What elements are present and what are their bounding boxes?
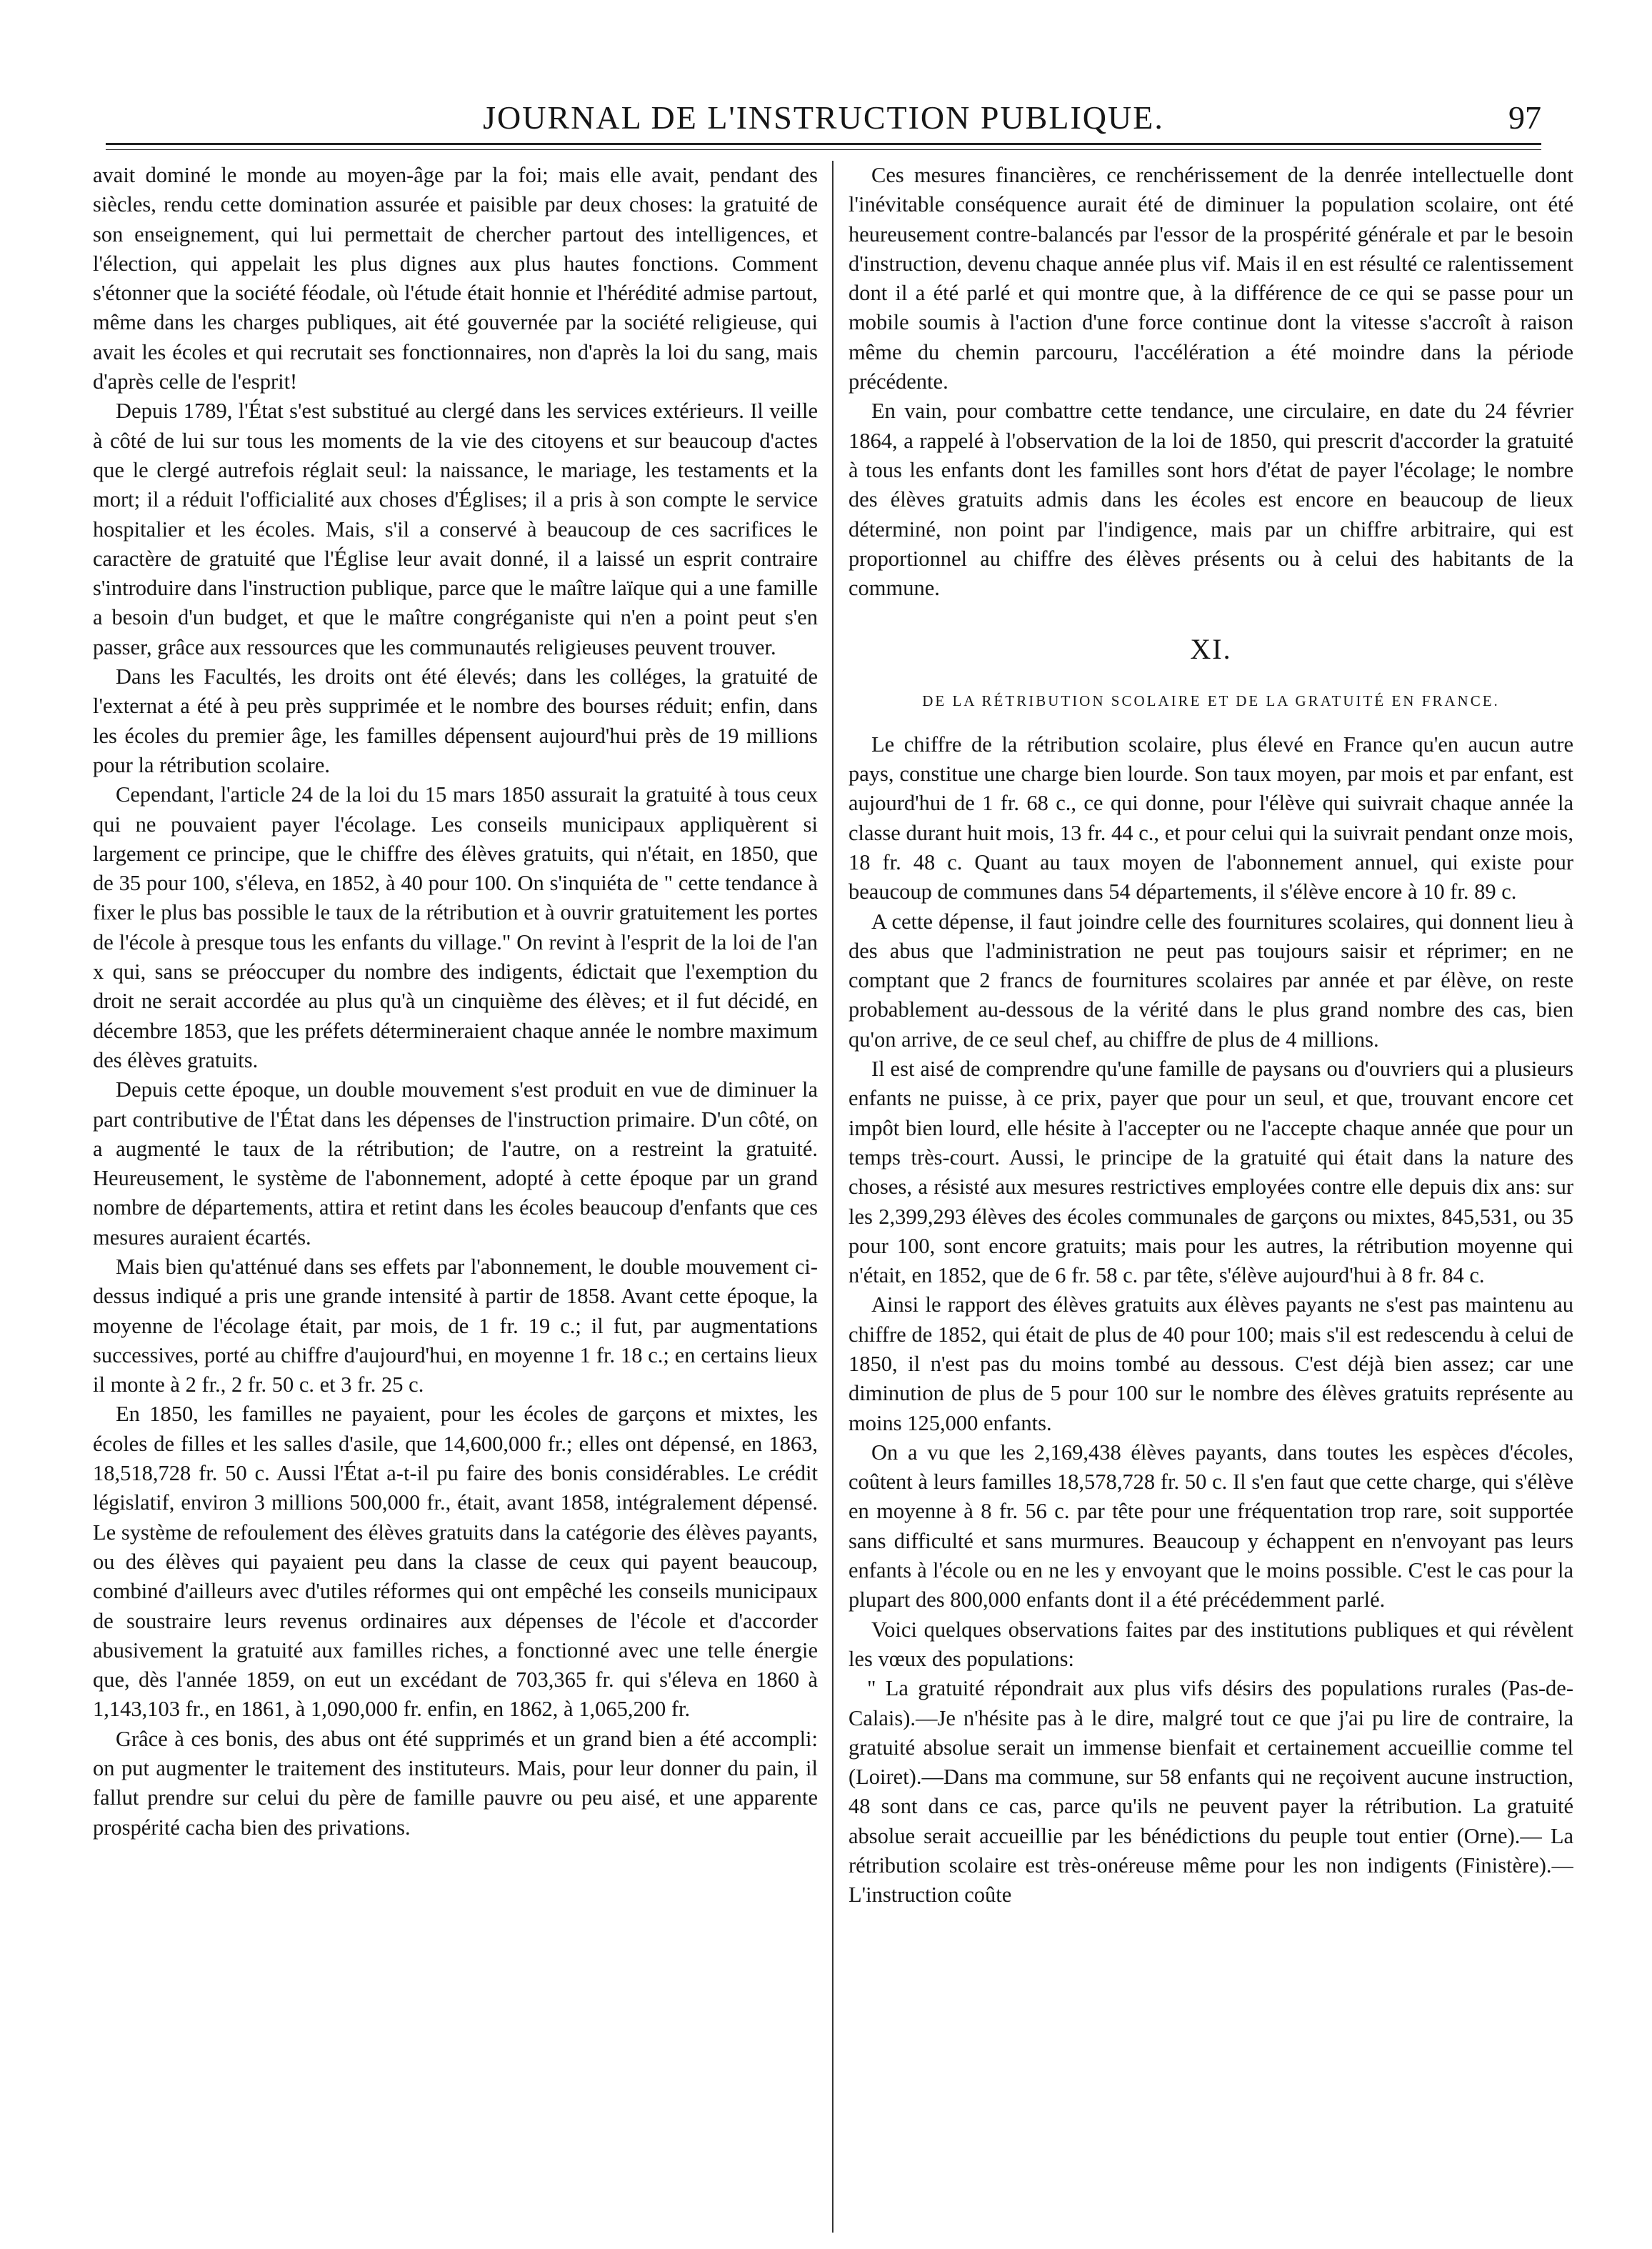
page-number: 97	[1508, 99, 1541, 136]
paragraph: Dans les Facultés, les droits ont été élevés; dans les colléges, la gratuité de l'externat a été à peu près supprimée et le nombre des bourses réduit; enfin, dans les écoles du premier âge, les familles dépensent aujourd'hui près de 19 millions pour la rétribution scolaire.	[93, 664, 818, 777]
paragraph: Voici quelques observations faites par des institutions publiques et qui révèlent les vœux des populations:	[848, 1617, 1573, 1671]
paragraph: On a vu que les 2,169,438 élèves payants, dans toutes les espèces d'écoles, coûtent à leurs familles 18,578,728 fr. 50 c. Il s'en faut que cette charge, qui s'élève en moyenne à 8 fr. 56 c. par tête pour une fréquentation trop rare, soit supportée sans difficulté et sans murmures. Beaucoup y échappent en n'envoyant pas leurs enfants à l'école ou en ne les y envoyant que le moins possible. C'est le cas pour la plupart des 800,000 enfants dont il a été précédemment parlé.	[848, 1440, 1573, 1612]
paragraph: Mais bien qu'atténué dans ses effets par l'abonnement, le double mouvement ci-dessus indiqué a pris une grande intensité à partir de 1858. Avant cette époque, la moyenne de l'écolage était, par mois, de 1 fr. 19 c.; il fut, par augmentations successives, porté au chiffre d'aujourd'hui, en moyenne 1 fr. 18 c.; en certains lieux il monte à 2 fr., 2 fr. 50 c. et 3 fr. 25 c.	[93, 1254, 818, 1397]
running-title: JOURNAL DE L'INSTRUCTION PUBLIQUE.	[483, 99, 1164, 136]
left-column	[93, 161, 818, 2236]
paragraph: Depuis 1789, l'État s'est substitué au clergé dans les services extérieurs. Il veille à côté de lui sur tous les moments de la vie des citoyens et sur beaucoup d'actes que le clergé autrefois réglait seul: la naissance, le mariage, les testaments et la mort; il a réduit l'officialité aux choses d'Églises; il a pris à son compte le service hospitalier et les écoles. Mais, s'il a conservé à beaucoup de ces sacrifices le caractère de gratuité que l'Église leur avait donné, il a laissé un esprit contraire s'introduire dans l'instruction publique, parce que le maître laïque qui a une famille a besoin d'un budget, et que le maître congréganiste qui n'en a point peut s'en passer, grâce aux ressources que les communautés religieuses peuvent trouver.	[93, 399, 818, 659]
right-column	[848, 161, 1573, 2236]
paragraph: Le chiffre de la rétribution scolaire, plus élevé en France qu'en aucun autre pays, constitue une charge bien lourde. Son taux moyen, par mois et par enfant, est aujourd'hui de 1 fr. 68 c., ce qui donne, pour l'élève qui suivrait chaque année la classe durant huit mois, 13 fr. 44 c., et pour celui qui la suivrait pendant onze mois, 18 fr. 48 c. Quant au taux moyen de l'abonnement annuel, qui existe pour beaucoup de communes dans 54 départements, il s'élève encore à 10 fr. 89 c.	[848, 732, 1573, 904]
column-divider	[832, 161, 833, 2233]
paragraph: Cependant, l'article 24 de la loi du 15 mars 1850 assurait la gratuité à tous ceux qui ne pouvaient payer l'écolage. Les conseils municipaux appliquèrent si largement ce principe, que le chiffre des élèves gratuits, qui n'était, en 1850, que de 35 pour 100, s'éleva, en 1852, à 40 pour 100. On s'inquiéta de " cette tendance à fixer le plus bas possible le taux de la rétribution et à ouvrir gratuitement les portes de l'école à presque tous les enfants du village." On revint à l'esprit de la loi de l'an x qui, sans se préoccuper du nombre des indigents, édictait que l'exemption du droit ne serait accordée au plus qu'à un cinquième des élèves; et il fut décidé, en décembre 1853, que les préfets détermineraient chaque année le nombre maximum des élèves gratuits.	[93, 782, 818, 1072]
paragraph: En vain, pour combattre cette tendance, une circulaire, en date du 24 février 1864, a rappelé à l'observation de la loi de 1850, qui prescrit d'accorder la gratuité à tous les enfants dont les familles sont hors d'état de payer l'écolage; le nombre des élèves gratuits admis dans les écoles est encore en beaucoup de lieux déterminé, non point par l'indigence, mais par un chiffre arbitraire, qui est proportionnel au chiffre des élèves présents ou à celui des habitants de la commune.	[848, 399, 1573, 601]
paragraph: Ces mesures financières, ce renchérissement de la denrée intellectuelle dont l'inévitable conséquence aurait été de diminuer la population scolaire, ont été heureusement contre-balancés par l'essor de la prospérité générale et par le besoin d'instruction, devenu chaque année plus vif. Mais il en est résulté ce ralentissement dont il a été parlé et qui montre que, à la différence de ce qui se passe pour un mobile soumis à l'action d'une force continue dont la vitesse s'accroît à raison même du chemin parcouru, l'accélération a été moindre dans la période précédente.	[848, 163, 1573, 394]
page-header	[106, 91, 1541, 141]
paragraph: En 1850, les familles ne payaient, pour les écoles de garçons et mixtes, les écoles de filles et les salles d'asile, que 14,600,000 fr.; elles ont dépensé, en 1863, 18,518,728 fr. 50 c. Aussi l'État a-t-il pu faire des bonis considérables. Le crédit législatif, environ 3 millions 500,000 fr., était, avant 1858, intégralement dépensé. Le système de refoulement des élèves gratuits dans la catégorie des élèves payants, ou des élèves qui payaient peu dans la classe de ceux qui payent beaucoup, combiné d'ailleurs avec d'utiles réformes qui ont empêché les conseils municipaux de soustraire leurs revenus ordinaires aux dépenses de l'école et d'accorder abusivement la gratuité aux familles riches, a fonctionné avec une telle énergie que, dès l'année 1859, on eut un excédant de 703,365 fr. qui s'éleva en 1860 à 1,143,103 fr., en 1861, à 1,090,000 fr. enfin, en 1862, à 1,065,200 fr.	[93, 1402, 818, 1722]
section-title: DE LA RÉTRIBUTION SCOLAIRE ET DE LA GRATUITÉ EN FRANCE.	[922, 692, 1500, 709]
paragraph: Depuis cette époque, un double mouvement s'est produit en vue de diminuer la part contributive de l'État dans les dépenses de l'instruction primaire. D'un côté, on a augmenté le taux de la rétribution; de l'autre, on a restreint la gratuité. Heureusement, le système de l'abonnement, adopté à cette époque par un grand nombre de départements, attira et retint dans les écoles beaucoup d'enfants que ces mesures auraient écartés.	[93, 1077, 818, 1250]
paragraph: Il est aisé de comprendre qu'une famille de paysans ou d'ouvriers qui a plusieurs enfants ne puisse, à ce prix, payer que pour un seul, et que, trouvant encore cet impôt bien lourd, elle hésite à l'accepter ou ne l'accepte chaque année que pour un temps très-court. Aussi, le principe de la gratuité qui était dans la nature des choses, a résisté aux mesures restrictives employées contre elle depuis dix ans: sur les 2,399,293 élèves des écoles communales de garçons ou mixtes, 845,531, ou 35 pour 100, sont encore gratuits; mais pour les autres, la rétribution moyenne qui n'était, en 1852, que de 6 fr. 58 c. par tête, s'élève aujourd'hui à 8 fr. 84 c.	[848, 1057, 1573, 1288]
section-number: XI.	[1190, 633, 1232, 666]
header-rule-thin	[106, 149, 1541, 150]
paragraph: Grâce à ces bonis, des abus ont été supprimés et un grand bien a été accompli: on put augmenter le traitement des instituteurs. Mais, pour leur donner du pain, il fallut prendre sur celui du père de famille pauvre ou peu aisé, et une apparente prospérité cacha bien des privations.	[93, 1726, 818, 1840]
paragraph: Ainsi le rapport des élèves gratuits aux élèves payants ne s'est pas maintenu au chiffre de 1852, qui était de plus de 40 pour 100; mais s'il est redescendu à celui de 1850, il n'est pas du moins tombé au dessous. C'est déjà bien assez; car une diminution de plus de 5 pour 100 sur le nombre des élèves gratuits représente au moins 125,000 enfants.	[848, 1292, 1573, 1435]
header-rule-thick	[106, 143, 1541, 145]
paragraph: avait dominé le monde au moyen-âge par la foi; mais elle avait, pendant des siècles, rendu cette domination assurée et paisible par deux choses: la gratuité de son enseignement, qui lui permettait de chercher partout des intelligences, et l'élection, qui appelait les plus dignes aux plus hautes fonctions. Comment s'étonner que la société féodale, où l'étude était honnie et l'hérédité admise partout, même dans les charges publiques, ait été gouvernée par la société religieuse, qui avait les écoles et qui recrutait ses fonctionnaires, non d'après la loi du sang, mais d'après celle de l'esprit!	[93, 163, 818, 394]
quotation-paragraph: " La gratuité répondrait aux plus vifs désirs des populations rurales (Pas-de-Calais).—Je n'hésite pas à le dire, malgré tout ce que j'ai pu lire de contraire, la gratuité absolue serait un immense bienfait et certainement accueillie comme tel (Loiret).—Dans ma commune, sur 58 enfants qui ne reçoivent aucune instruction, 48 sont dans ce cas, parce qu'ils ne peuvent payer la rétribution. La gratuité absolue serait accueillie par les bénédictions du peuple tout entier (Orne).— La rétribution scolaire est très-onéreuse même pour les non indigents (Finistère).—L'instruction coûte	[848, 1676, 1573, 1908]
paragraph: A cette dépense, il faut joindre celle des fournitures scolaires, qui donnent lieu à des abus que l'administration ne peut pas toujours saisir et réprimer; en ne comptant que 2 francs de fournitures scolaires par année et par élève, on reste probablement au-dessous de la vérité dans le plus grand nombre des cas, bien qu'on arrive, de ce seul chef, au chiffre de plus de 4 millions.	[848, 909, 1573, 1052]
